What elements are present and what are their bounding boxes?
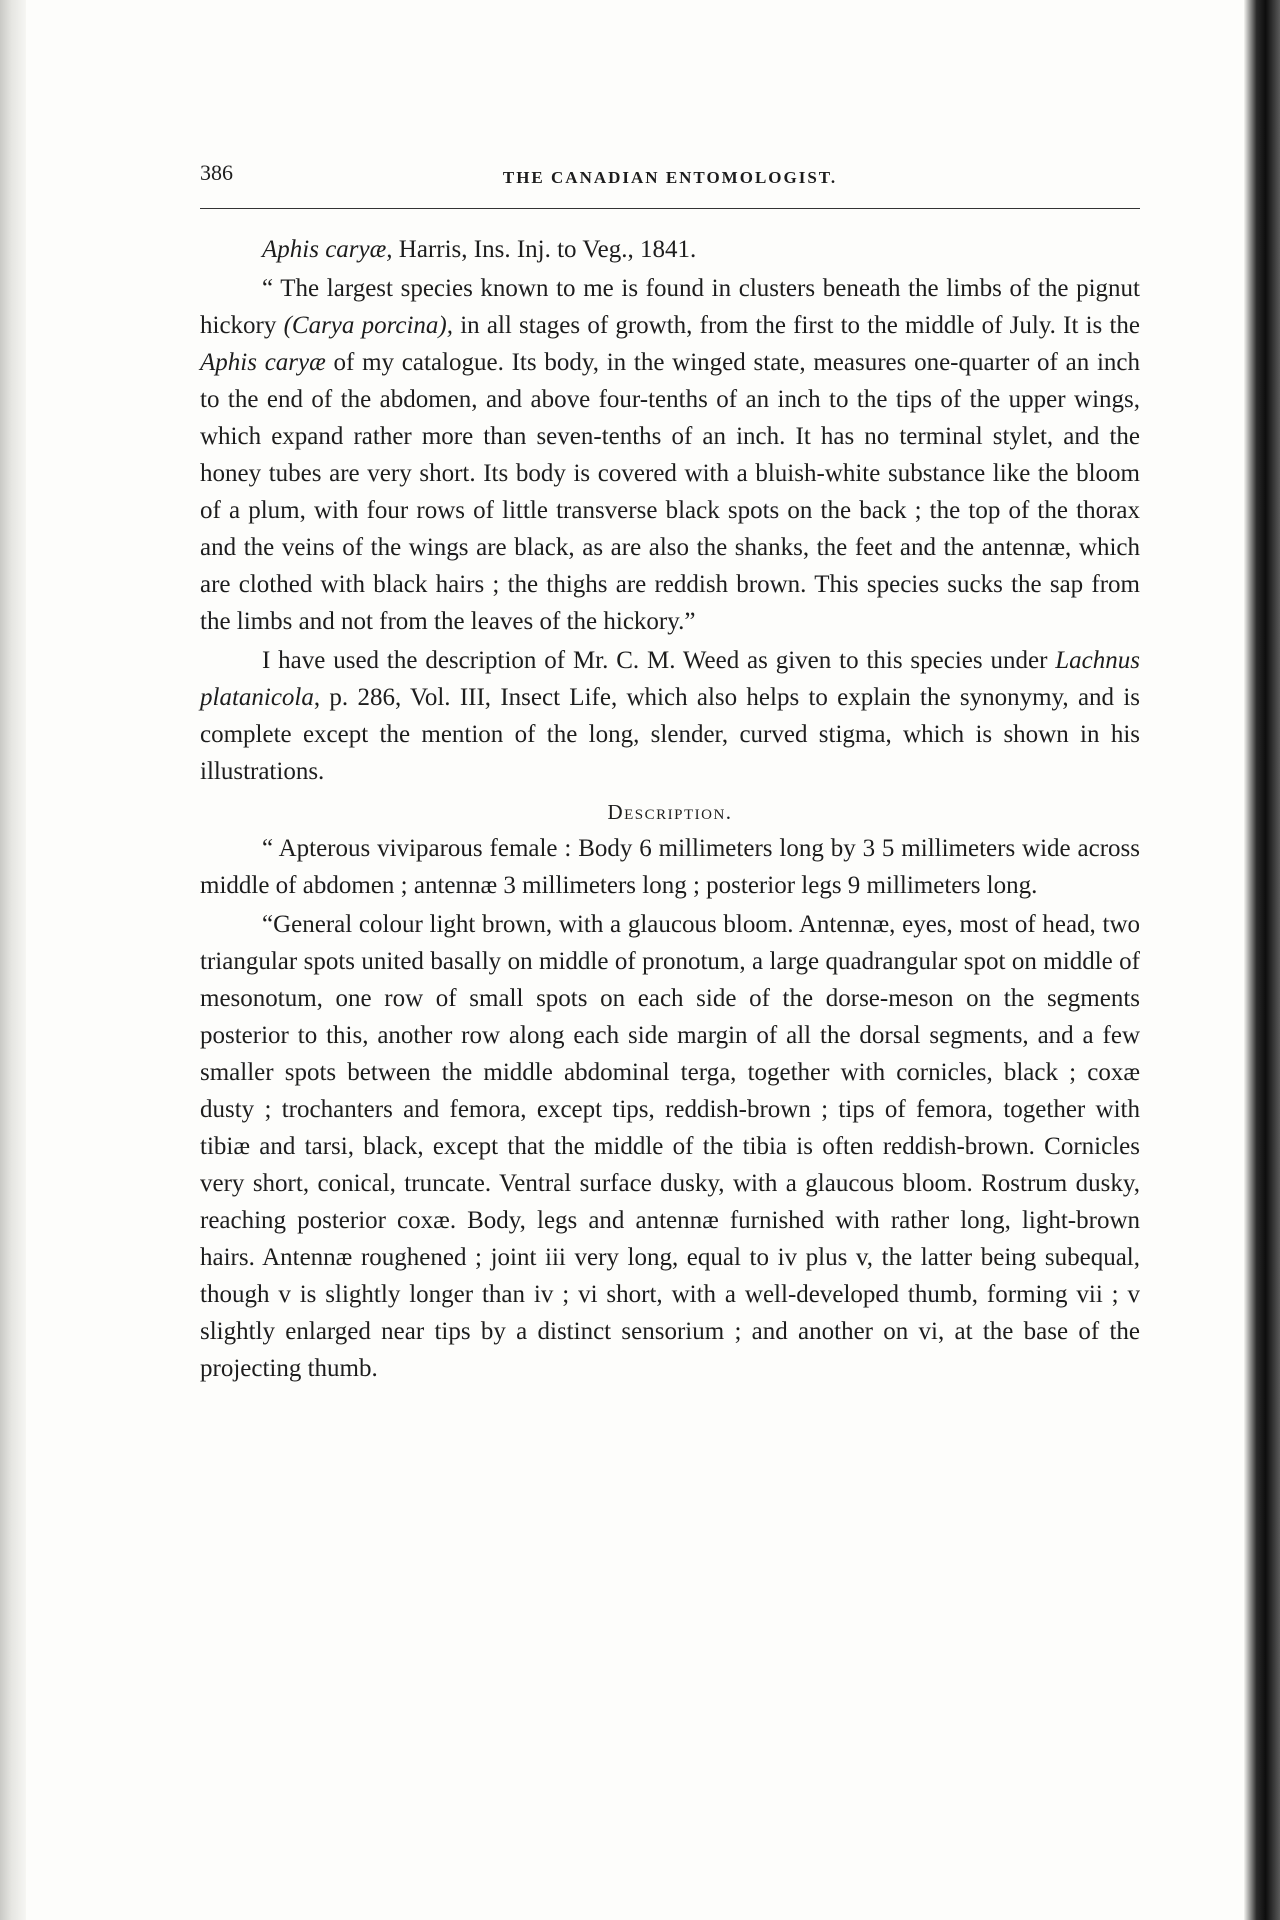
harris-quote-italic-2: Aphis caryæ (200, 349, 326, 376)
header-rule (200, 208, 1140, 209)
page-binding-shadow (0, 0, 26, 1920)
harris-quote-paragraph (200, 270, 1140, 640)
page-number: 386 (200, 160, 233, 185)
weed-text-2: , p. 286, Vol. III, Insect Life, which also helps to explain the synonymy, and is complete except the mention of the long, slender, curved stigma, which is shown in his illustrations. (200, 684, 1140, 785)
weed-italic: Lachnus platanicola (200, 647, 1140, 711)
harris-quote-text-2: in all stages of growth, from the first to the middle of July. It is the (453, 312, 1141, 339)
citation-reference: Harris, Ins. Inj. to Veg., 1841. (392, 236, 697, 263)
section-heading-description: Description. (607, 800, 733, 824)
running-head: THE CANADIAN ENTOMOLOGIST. (502, 168, 838, 187)
citation-line (200, 231, 1140, 268)
citation-species: Aphis caryæ, (262, 236, 393, 263)
harris-quote-text-1: “ The largest species known to me is found in clusters beneath the limbs of the pignut hickory (200, 275, 1140, 339)
harris-quote-text-3: of my catalogue. Its body, in the winged state, measures one-quarter of an inch to the end of the abdomen, and above four-tenths of an inch to the tips of the upper wings, which expand rather more than seven-tenths of an inch. It has no terminal stylet, and the honey tubes are very short. Its body is covered with a bluish-white substance like the bloom of a plum, with four rows of little transverse black spots on the back ; the top of the thorax and the veins of the wings are black, as are also the shanks, the feet and the antennæ, which are clothed with black hairs ; the thighs are reddish brown. This species sucks the sap from the limbs and not from the leaves of the hickory.” (200, 349, 1141, 635)
page-edge-shadow (1244, 0, 1280, 1920)
colour-paragraph: “General colour light brown, with a glaucous bloom. Antennæ, eyes, most of head, two triangular spots united basally on middle of pronotum, a large quadrangular spot on middle of mesonotum, one row of small spots on each side of the dorse-meson on the segments posterior to this, another row along each side margin of all the dorsal segments, and a few smaller spots between the middle abdominal terga, together with cornicles, black ; coxæ dusty ; trochanters and femora, except tips, reddish-brown ; tips of femora, together with tibiæ and tarsi, black, except that the middle of the tibia is often reddish-brown. Cornicles very short, conical, truncate. Ventral surface dusky, with a glaucous bloom. Rostrum dusky, reaching posterior coxæ. Body, legs and antennæ furnished with rather long, light-brown hairs. Antennæ roughened ; joint iii very long, equal to iv plus v, the latter being subequal, though v is slightly longer than iv ; vi short, with a well-developed thumb, forming vii ; v slightly enlarged near tips by a distinct sensorium ; and another on vi, at the base of the projecting thumb. (200, 911, 1140, 1382)
journal-page (200, 150, 1140, 1387)
apterous-paragraph: “ Apterous viviparous female : Body 6 millimeters long by 3 5 millimeters wide across middle of abdomen ; antennæ 3 millimeters long ; posterior legs 9 millimeters long. (200, 835, 1140, 899)
body-text (200, 231, 1140, 1387)
weed-paragraph (200, 642, 1140, 790)
weed-text-1: I have used the description of Mr. C. M. Weed as given to this species under (262, 647, 1056, 674)
page-header (200, 150, 1140, 192)
harris-quote-italic-1: (Carya porcina), (283, 312, 454, 339)
